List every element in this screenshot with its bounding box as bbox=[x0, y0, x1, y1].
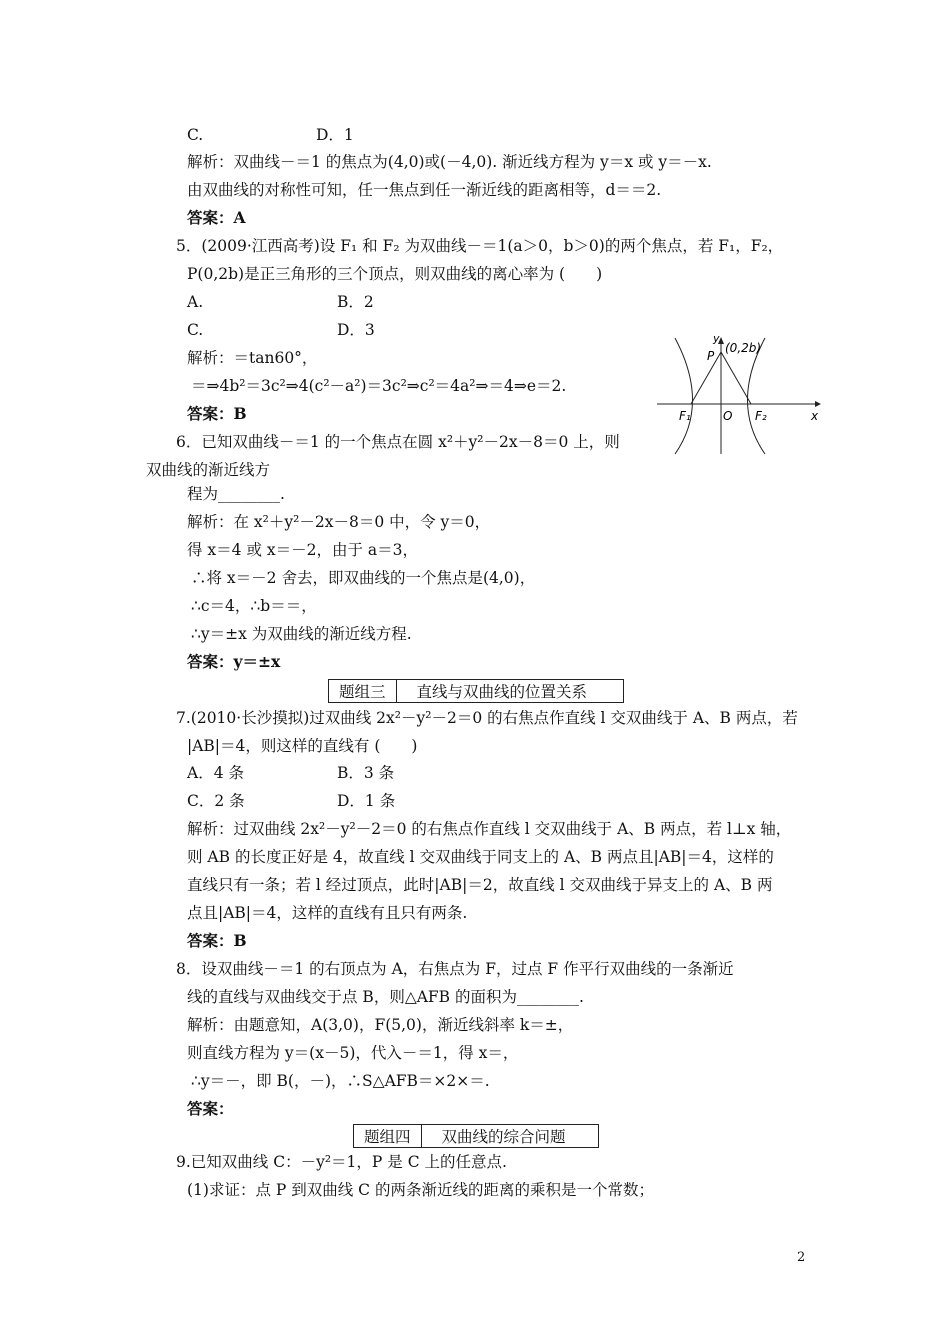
x-axis-label: x bbox=[811, 409, 819, 423]
group-four-label: 题组四 bbox=[354, 1125, 422, 1147]
q6-answer: 答案：y＝±x bbox=[187, 652, 281, 671]
triangle-side-right bbox=[721, 352, 751, 404]
q6-analysis-3: ∴将 x＝－2 舍去，即双曲线的一个焦点是(4,0)， bbox=[191, 569, 536, 587]
q8-answer: 答案： bbox=[187, 1099, 234, 1118]
y-axis-label: y bbox=[713, 332, 720, 345]
q5-option-c: C. bbox=[187, 321, 204, 339]
q8-stem-line-2: 线的直线与双曲线交于点 B，则△AFB 的面积为________. bbox=[187, 988, 584, 1006]
q4-option-c: C. bbox=[187, 126, 204, 144]
q6-stem-line-2: 双曲线的渐近线方 bbox=[146, 461, 271, 479]
point-coord-label: (0,2b) bbox=[725, 341, 762, 355]
q7-stem-line-1: 7.(2010·长沙摸拟)过双曲线 2x²－y²－2＝0 的右焦点作直线 l 交双曲线于 A、B 两点，若 bbox=[176, 709, 798, 727]
q7-answer: 答案：B bbox=[187, 931, 247, 950]
q5-analysis-2: ＝⇒4b²＝3c²⇒4(c²－a²)＝3c²⇒c²＝4a²⇒＝4⇒e＝2. bbox=[191, 377, 567, 395]
q4-option-d: D．1 bbox=[316, 126, 354, 144]
q5-stem-line-2: P(0,2b)是正三角形的三个顶点，则双曲线的离心率为 ( ) bbox=[187, 265, 603, 283]
focus-f1-label: F₁ bbox=[679, 409, 691, 423]
q6-stem-line-3: 程为________. bbox=[187, 485, 285, 503]
group-three-label: 题组三 bbox=[329, 680, 397, 702]
q7-option-b: B．3 条 bbox=[337, 764, 395, 782]
group-four-title: 双曲线的综合问题 bbox=[441, 1128, 566, 1146]
q5-option-b: B．2 bbox=[337, 293, 374, 311]
q4-answer: 答案：A bbox=[187, 208, 246, 227]
q4-analysis: 解析：双曲线－＝1 的焦点为(4,0)或(－4,0). 渐近线方程为 y＝x 或 y＝－x. bbox=[187, 153, 712, 171]
q4-analysis-2: 由双曲线的对称性可知，任一焦点到任一渐近线的距离相等，d＝＝2. bbox=[187, 181, 662, 199]
q5-option-a: A. bbox=[187, 293, 204, 311]
q5-option-d: D．3 bbox=[337, 321, 375, 339]
q7-stem-line-2: |AB|＝4，则这样的直线有 ( ) bbox=[187, 737, 418, 755]
origin-label: O bbox=[723, 409, 733, 423]
right-branch bbox=[748, 338, 766, 454]
q8-analysis-3: ∴y＝－，即 B(，－)，∴S△AFB＝×2×＝. bbox=[191, 1072, 490, 1090]
q5-answer: 答案：B bbox=[187, 404, 247, 423]
focus-f2-label: F₂ bbox=[755, 409, 767, 423]
q9-stem-line-2: (1)求证：点 P 到双曲线 C 的两条渐近线的距离的乘积是一个常数； bbox=[187, 1181, 654, 1199]
group-three-title: 直线与双曲线的位置关系 bbox=[416, 683, 588, 701]
q7-analysis-3: 直线只有一条；若 l 经过顶点，此时|AB|＝2，故直线 l 交双曲线于异支上的 A、B 两 bbox=[187, 876, 773, 894]
q6-analysis-1: 解析：在 x²＋y²－2x－8＝0 中，令 y＝0， bbox=[187, 513, 491, 531]
hyperbola-figure bbox=[655, 330, 825, 460]
page-number: 2 bbox=[797, 1250, 806, 1265]
q8-stem-line-1: 8．设双曲线－＝1 的右顶点为 A，右焦点为 F，过点 F 作平行双曲线的一条渐近 bbox=[176, 960, 734, 978]
q9-stem-line-1: 9.已知双曲线 C：－y²＝1，P 是 C 上的任意点. bbox=[176, 1153, 507, 1171]
q6-stem-line-1: 6．已知双曲线－＝1 的一个焦点在圆 x²＋y²－2x－8＝0 上，则 bbox=[176, 433, 620, 451]
q5-stem-line-1: 5．(2009·江西高考)设 F₁ 和 F₂ 为双曲线－＝1(a＞0，b＞0)的两个焦点，若 F₁，F₂， bbox=[176, 237, 784, 255]
q7-analysis-2: 则 AB 的长度正好是 4，故直线 l 交双曲线于同支上的 A、B 两点且|AB|＝4，这样的 bbox=[187, 848, 774, 866]
q6-analysis-2: 得 x＝4 或 x＝－2，由于 a＝3， bbox=[187, 541, 419, 559]
x-axis-arrow bbox=[815, 401, 821, 407]
q6-analysis-4: ∴c＝4，∴b＝＝， bbox=[191, 597, 317, 615]
q8-analysis-1: 解析：由题意知，A(3,0)，F(5,0)，渐近线斜率 k＝±， bbox=[187, 1016, 574, 1034]
group-four-header bbox=[353, 1124, 599, 1148]
group-three-header bbox=[328, 679, 624, 703]
q7-option-c: C．2 条 bbox=[187, 792, 245, 810]
triangle-side-left bbox=[691, 352, 721, 404]
q7-analysis-1: 解析：过双曲线 2x²－y²－2＝0 的右焦点作直线 l 交双曲线于 A、B 两点，若 l⊥x 轴， bbox=[187, 820, 792, 838]
q6-analysis-5: ∴y＝±x 为双曲线的渐近线方程. bbox=[191, 625, 412, 643]
q8-analysis-2: 则直线方程为 y＝(x－5)，代入－＝1，得 x＝， bbox=[187, 1044, 519, 1062]
left-branch bbox=[675, 338, 693, 454]
q7-option-d: D．1 条 bbox=[337, 792, 396, 810]
q7-option-a: A．4 条 bbox=[187, 764, 244, 782]
q5-analysis: 解析：＝tan60°， bbox=[187, 349, 318, 367]
point-label-p: P bbox=[707, 349, 715, 363]
q7-analysis-4: 点且|AB|＝4，这样的直线有且只有两条. bbox=[187, 904, 468, 922]
